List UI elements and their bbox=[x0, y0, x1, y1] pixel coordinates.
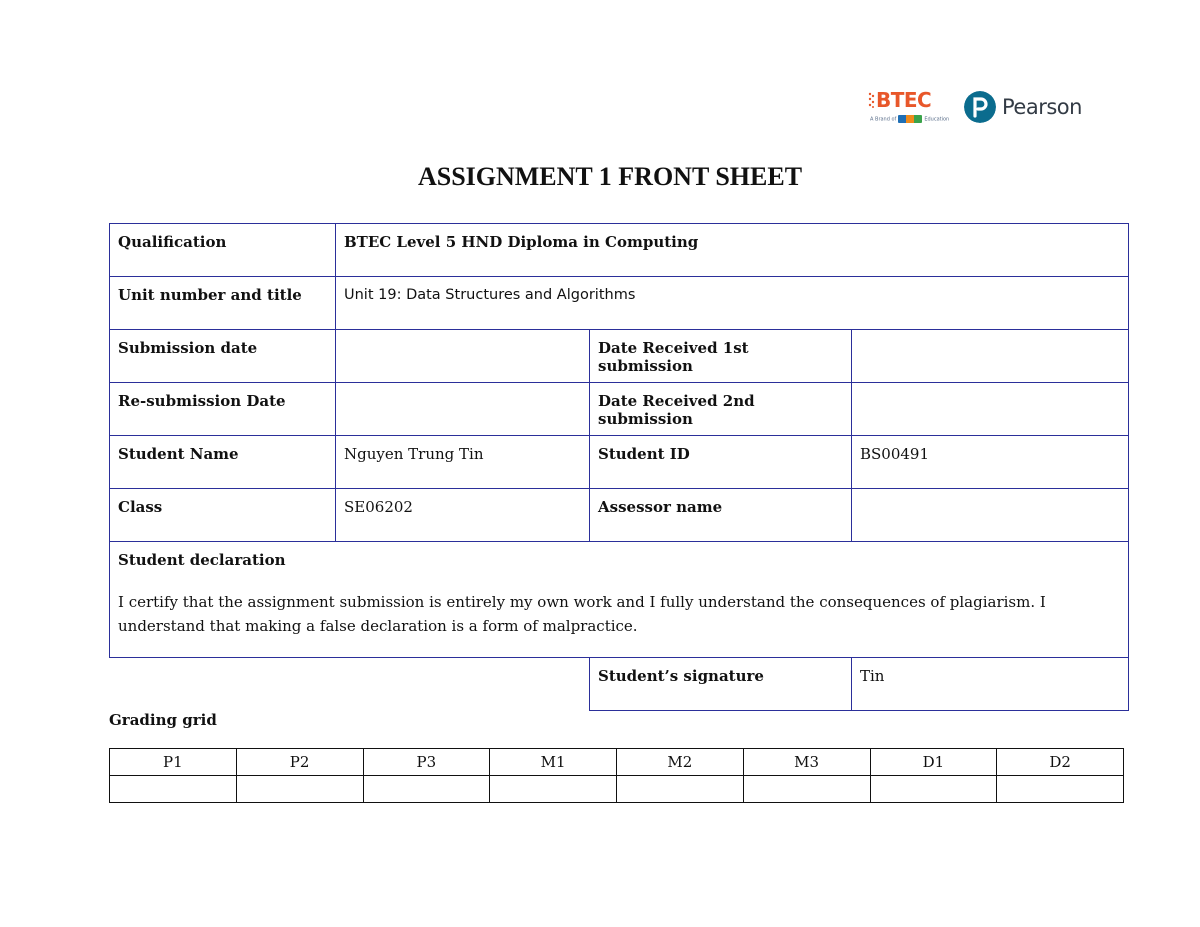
grade-header: M2 bbox=[617, 749, 744, 776]
date-received-1-value bbox=[852, 330, 1129, 383]
grade-cell bbox=[490, 776, 617, 803]
fpt-logo-icon bbox=[898, 115, 922, 123]
declaration-title: Student declaration bbox=[118, 551, 286, 569]
class-row bbox=[110, 489, 1129, 542]
qualification-label: Qualification bbox=[110, 224, 336, 277]
grade-header: D2 bbox=[997, 749, 1124, 776]
qualification-row bbox=[110, 224, 1129, 277]
grading-header-row bbox=[110, 749, 1124, 776]
signature-value: Tin bbox=[852, 658, 1129, 711]
grade-cell bbox=[363, 776, 490, 803]
grade-cell bbox=[743, 776, 870, 803]
grading-grid-label: Grading grid bbox=[109, 711, 217, 729]
date-received-1-label: Date Received 1st submission bbox=[590, 330, 852, 383]
student-id-value: BS00491 bbox=[852, 436, 1129, 489]
signature-label: Student’s signature bbox=[590, 658, 852, 711]
date-received-2-value bbox=[852, 383, 1129, 436]
declaration-text: I certify that the assignment submission is entirely my own work and I fully understand the consequences of plagiarism. I understand that making a false declaration is a form of malpractice. bbox=[118, 593, 1046, 635]
grading-grid bbox=[109, 748, 1124, 803]
page-title: ASSIGNMENT 1 FRONT SHEET bbox=[417, 162, 803, 191]
unit-row bbox=[110, 277, 1129, 330]
front-sheet-table bbox=[109, 223, 1129, 711]
signature-spacer bbox=[110, 658, 590, 711]
class-value: SE06202 bbox=[336, 489, 590, 542]
declaration-cell bbox=[110, 542, 1129, 658]
btec-tagline: A Brand of Education bbox=[870, 116, 950, 123]
grade-header: P3 bbox=[363, 749, 490, 776]
pearson-p-icon bbox=[964, 91, 996, 123]
grade-cell bbox=[110, 776, 237, 803]
grade-cell bbox=[870, 776, 997, 803]
resubmission-date-label: Re-submission Date bbox=[110, 383, 336, 436]
grade-header: P2 bbox=[236, 749, 363, 776]
grade-cell bbox=[997, 776, 1124, 803]
btec-wordmark: BTEC bbox=[876, 88, 932, 112]
submission-date-value bbox=[336, 330, 590, 383]
btec-logo bbox=[868, 88, 948, 128]
student-row bbox=[110, 436, 1129, 489]
unit-value: Unit 19: Data Structures and Algorithms bbox=[336, 277, 1129, 330]
student-id-label: Student ID bbox=[590, 436, 852, 489]
assessor-value bbox=[852, 489, 1129, 542]
unit-label: Unit number and title bbox=[110, 277, 336, 330]
grade-header: P1 bbox=[110, 749, 237, 776]
grading-value-row bbox=[110, 776, 1124, 803]
student-name-label: Student Name bbox=[110, 436, 336, 489]
grade-header: M3 bbox=[743, 749, 870, 776]
grade-cell bbox=[236, 776, 363, 803]
header-logos bbox=[868, 86, 1088, 130]
qualification-value: BTEC Level 5 HND Diploma in Computing bbox=[336, 224, 1129, 277]
student-name-value: Nguyen Trung Tin bbox=[336, 436, 590, 489]
resubmission-row bbox=[110, 383, 1129, 436]
btec-dots-icon bbox=[868, 91, 876, 109]
submission-row bbox=[110, 330, 1129, 383]
pearson-wordmark: Pearson bbox=[1002, 95, 1082, 119]
declaration-row bbox=[110, 542, 1129, 658]
grade-header: D1 bbox=[870, 749, 997, 776]
signature-row bbox=[110, 658, 1129, 711]
grade-cell bbox=[617, 776, 744, 803]
grade-header: M1 bbox=[490, 749, 617, 776]
class-label: Class bbox=[110, 489, 336, 542]
submission-date-label: Submission date bbox=[110, 330, 336, 383]
date-received-2-label: Date Received 2nd submission bbox=[590, 383, 852, 436]
resubmission-date-value bbox=[336, 383, 590, 436]
assessor-label: Assessor name bbox=[590, 489, 852, 542]
